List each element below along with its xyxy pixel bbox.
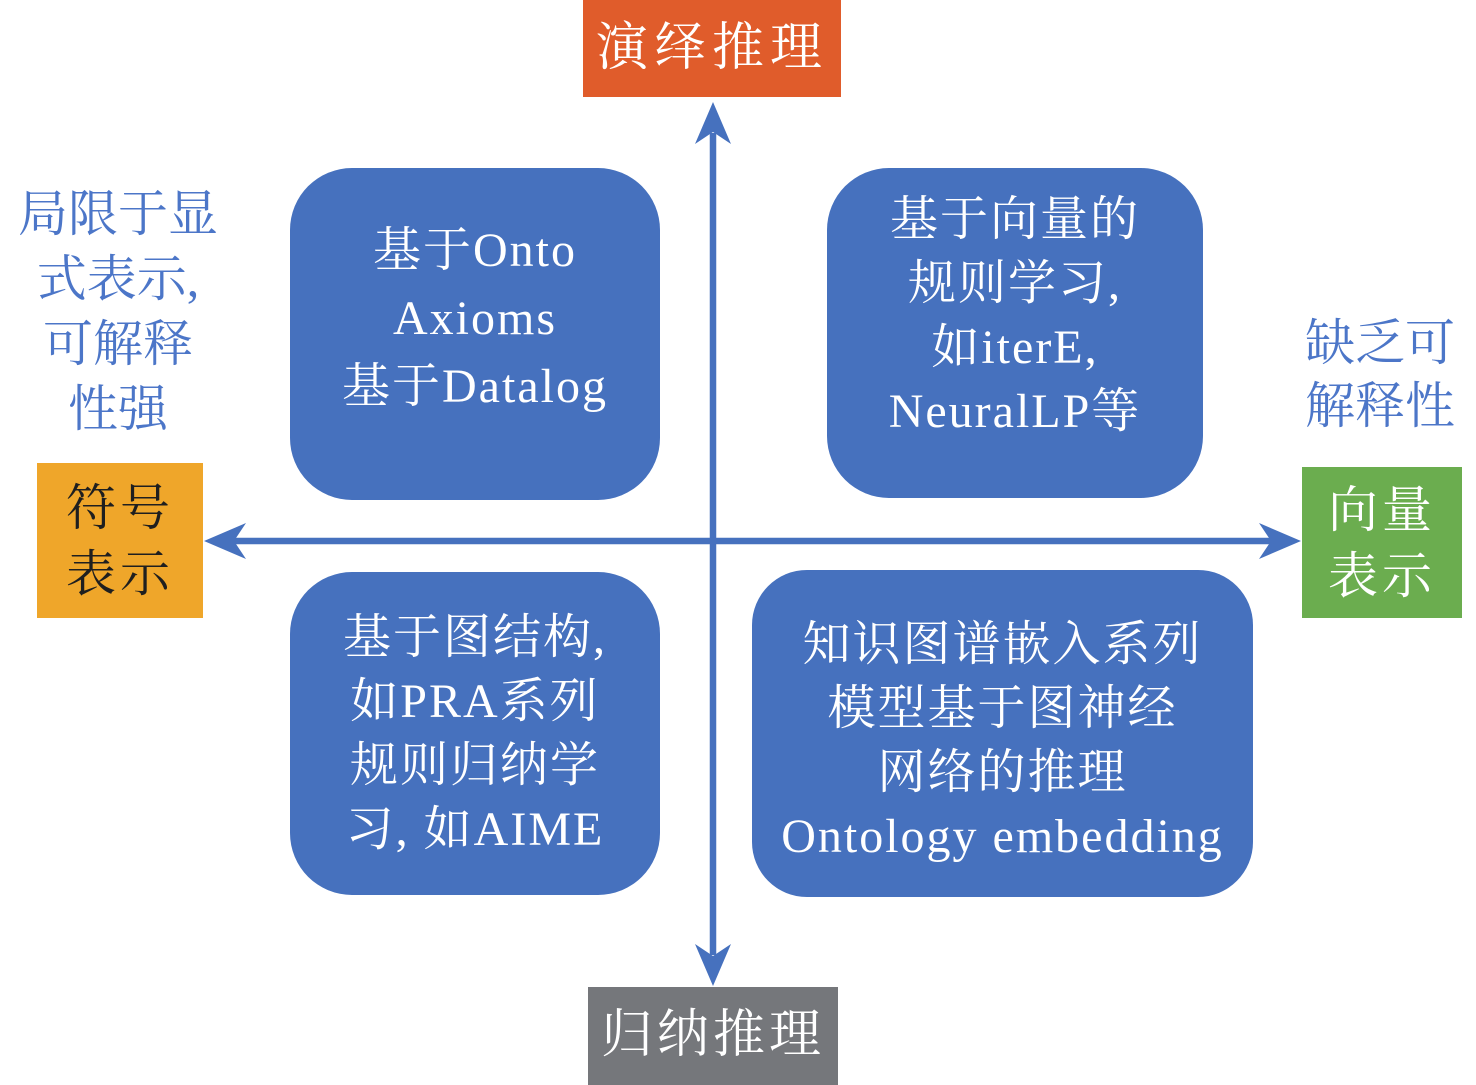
quadrant-text-line: 规则学习, — [907, 257, 1122, 310]
quadrant-text-line: NeuralLP等 — [888, 385, 1142, 438]
quadrant-text-line: Ontology embedding — [781, 809, 1224, 863]
quadrant-text-line: 规则归纳学 — [349, 738, 600, 792]
quadrant-text-line: 如PRA系列 — [350, 674, 600, 728]
quadrant-text-line: 基于Datalog — [342, 360, 608, 413]
quadrant-box-bottom-right — [752, 570, 1253, 897]
quadrant-text-line: 如iterE, — [931, 321, 1099, 374]
axis-label-vector-representation — [1302, 467, 1462, 618]
axis-label-text: 表示 — [66, 545, 174, 602]
axis-label-text: 归纳推理 — [600, 1007, 825, 1064]
annotation-right-lack-of-explainability — [1288, 312, 1472, 438]
quadrant-text-line: 知识图谱嵌入系列 — [802, 617, 1203, 671]
annotation-text-line: 局限于显 — [18, 186, 218, 242]
annotation-text-line: 解释性 — [1305, 378, 1455, 434]
annotation-text-line: 缺乏可 — [1305, 315, 1455, 371]
annotation-text-line: 性强 — [68, 381, 168, 437]
quadrant-box-top-right — [827, 168, 1203, 498]
quadrant-text-line: 基于Onto — [372, 224, 577, 277]
quadrant-text-line: 基于向量的 — [889, 193, 1140, 246]
quadrant-box-top-left — [290, 168, 660, 500]
axis-label-symbolic-representation — [37, 463, 203, 618]
quadrant-text-line: 网络的推理 — [877, 745, 1128, 799]
quadrant-text-line: Axioms — [392, 292, 557, 345]
axis-label-text: 演绎推理 — [595, 19, 828, 77]
annotation-text-line: 可解释 — [43, 316, 193, 372]
annotation-text-line: 式表示, — [36, 251, 200, 307]
quadrant-box-bottom-left — [290, 572, 660, 895]
axis-label-text: 表示 — [1328, 547, 1436, 604]
axis-label-text: 符号 — [66, 479, 174, 536]
quadrant-text-line: 习, 如AIME — [345, 802, 605, 856]
axis-label-deductive-reasoning — [583, 0, 841, 97]
quadrant-text-line: 基于图结构, — [342, 610, 607, 664]
quadrant-text-line: 模型基于图神经 — [827, 681, 1178, 735]
annotation-left-explainability — [0, 182, 236, 442]
axis-label-inductive-reasoning — [588, 987, 838, 1085]
axis-label-text: 向量 — [1328, 481, 1436, 538]
